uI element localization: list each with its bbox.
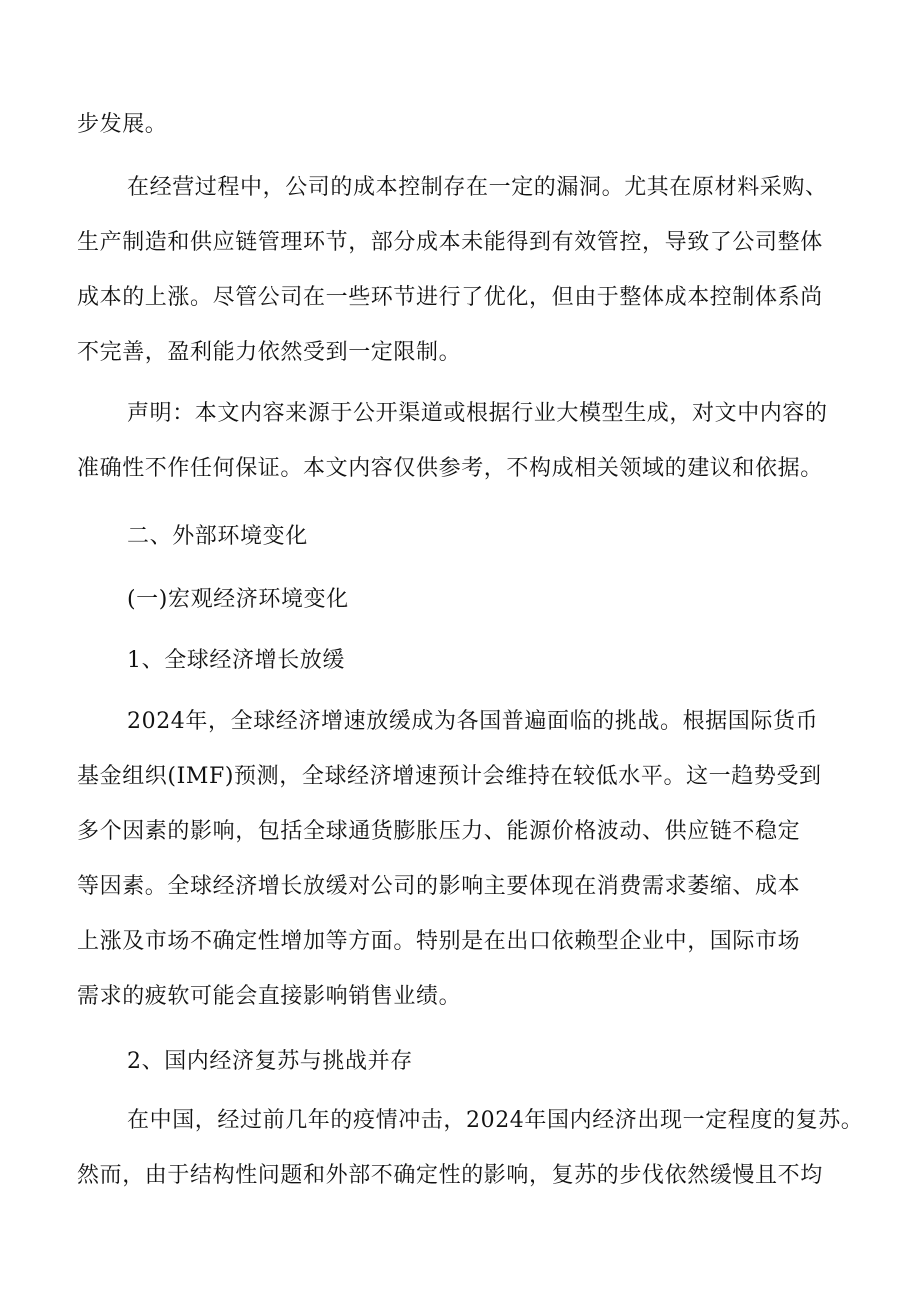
paragraph-line-3: 多个因素的影响，包括全球通货膨胀压力、能源价格波动、供应链不稳定: [77, 819, 801, 844]
paragraph-line-2: 生产制造和供应链管理环节，部分成本未能得到有效管控，导致了公司整体: [77, 230, 823, 255]
paragraph-line-1: 2024年，全球经济增速放缓成为各国普遍面临的挑战。根据国际货币: [127, 709, 819, 734]
section-heading: 二、外部环境变化: [127, 524, 308, 549]
paragraph-line-3: 成本的上涨。尽管公司在一些环节进行了优化，但由于整体成本控制体系尚: [77, 285, 823, 310]
paragraph-line-1: 在经营过程中，公司的成本控制存在一定的漏洞。尤其在原材料采购、: [127, 175, 828, 200]
item1-heading: 1、全球经济增长放缓: [127, 648, 345, 673]
paragraph-line-2: 然而，由于结构性问题和外部不确定性的影响，复苏的步伐依然缓慢且不均: [77, 1163, 823, 1188]
paragraph-line-6: 需求的疲软可能会直接影响销售业绩。: [77, 984, 462, 1009]
paragraph-line-5: 上涨及市场不确定性增加等方面。特别是在出口依赖型企业中，国际市场: [77, 929, 801, 954]
paragraph-line-4: 不完善，盈利能力依然受到一定限制。: [77, 340, 462, 365]
item2-heading: 2、国内经济复苏与挑战并存: [127, 1049, 413, 1074]
disclaimer-line-2: 准确性不作任何保证。本文内容仅供参考，不构成相关领域的建议和依据。: [77, 456, 823, 481]
continuation-line-1: 步发展。: [77, 112, 168, 137]
paragraph-line-4: 等因素。全球经济增长放缓对公司的影响主要体现在消费需求萎缩、成本: [77, 874, 801, 899]
disclaimer-line-1: 声明：本文内容来源于公开渠道或根据行业大模型生成，对文中内容的: [127, 401, 828, 426]
subsection-heading: (一)宏观经济环境变化: [127, 587, 349, 612]
paragraph-line-1: 在中国，经过前几年的疫情冲击，2024年国内经济出现一定程度的复苏。: [127, 1108, 864, 1133]
paragraph-line-2: 基金组织(IMF)预测，全球经济增速预计会维持在较低水平。这一趋势受到: [77, 764, 822, 789]
